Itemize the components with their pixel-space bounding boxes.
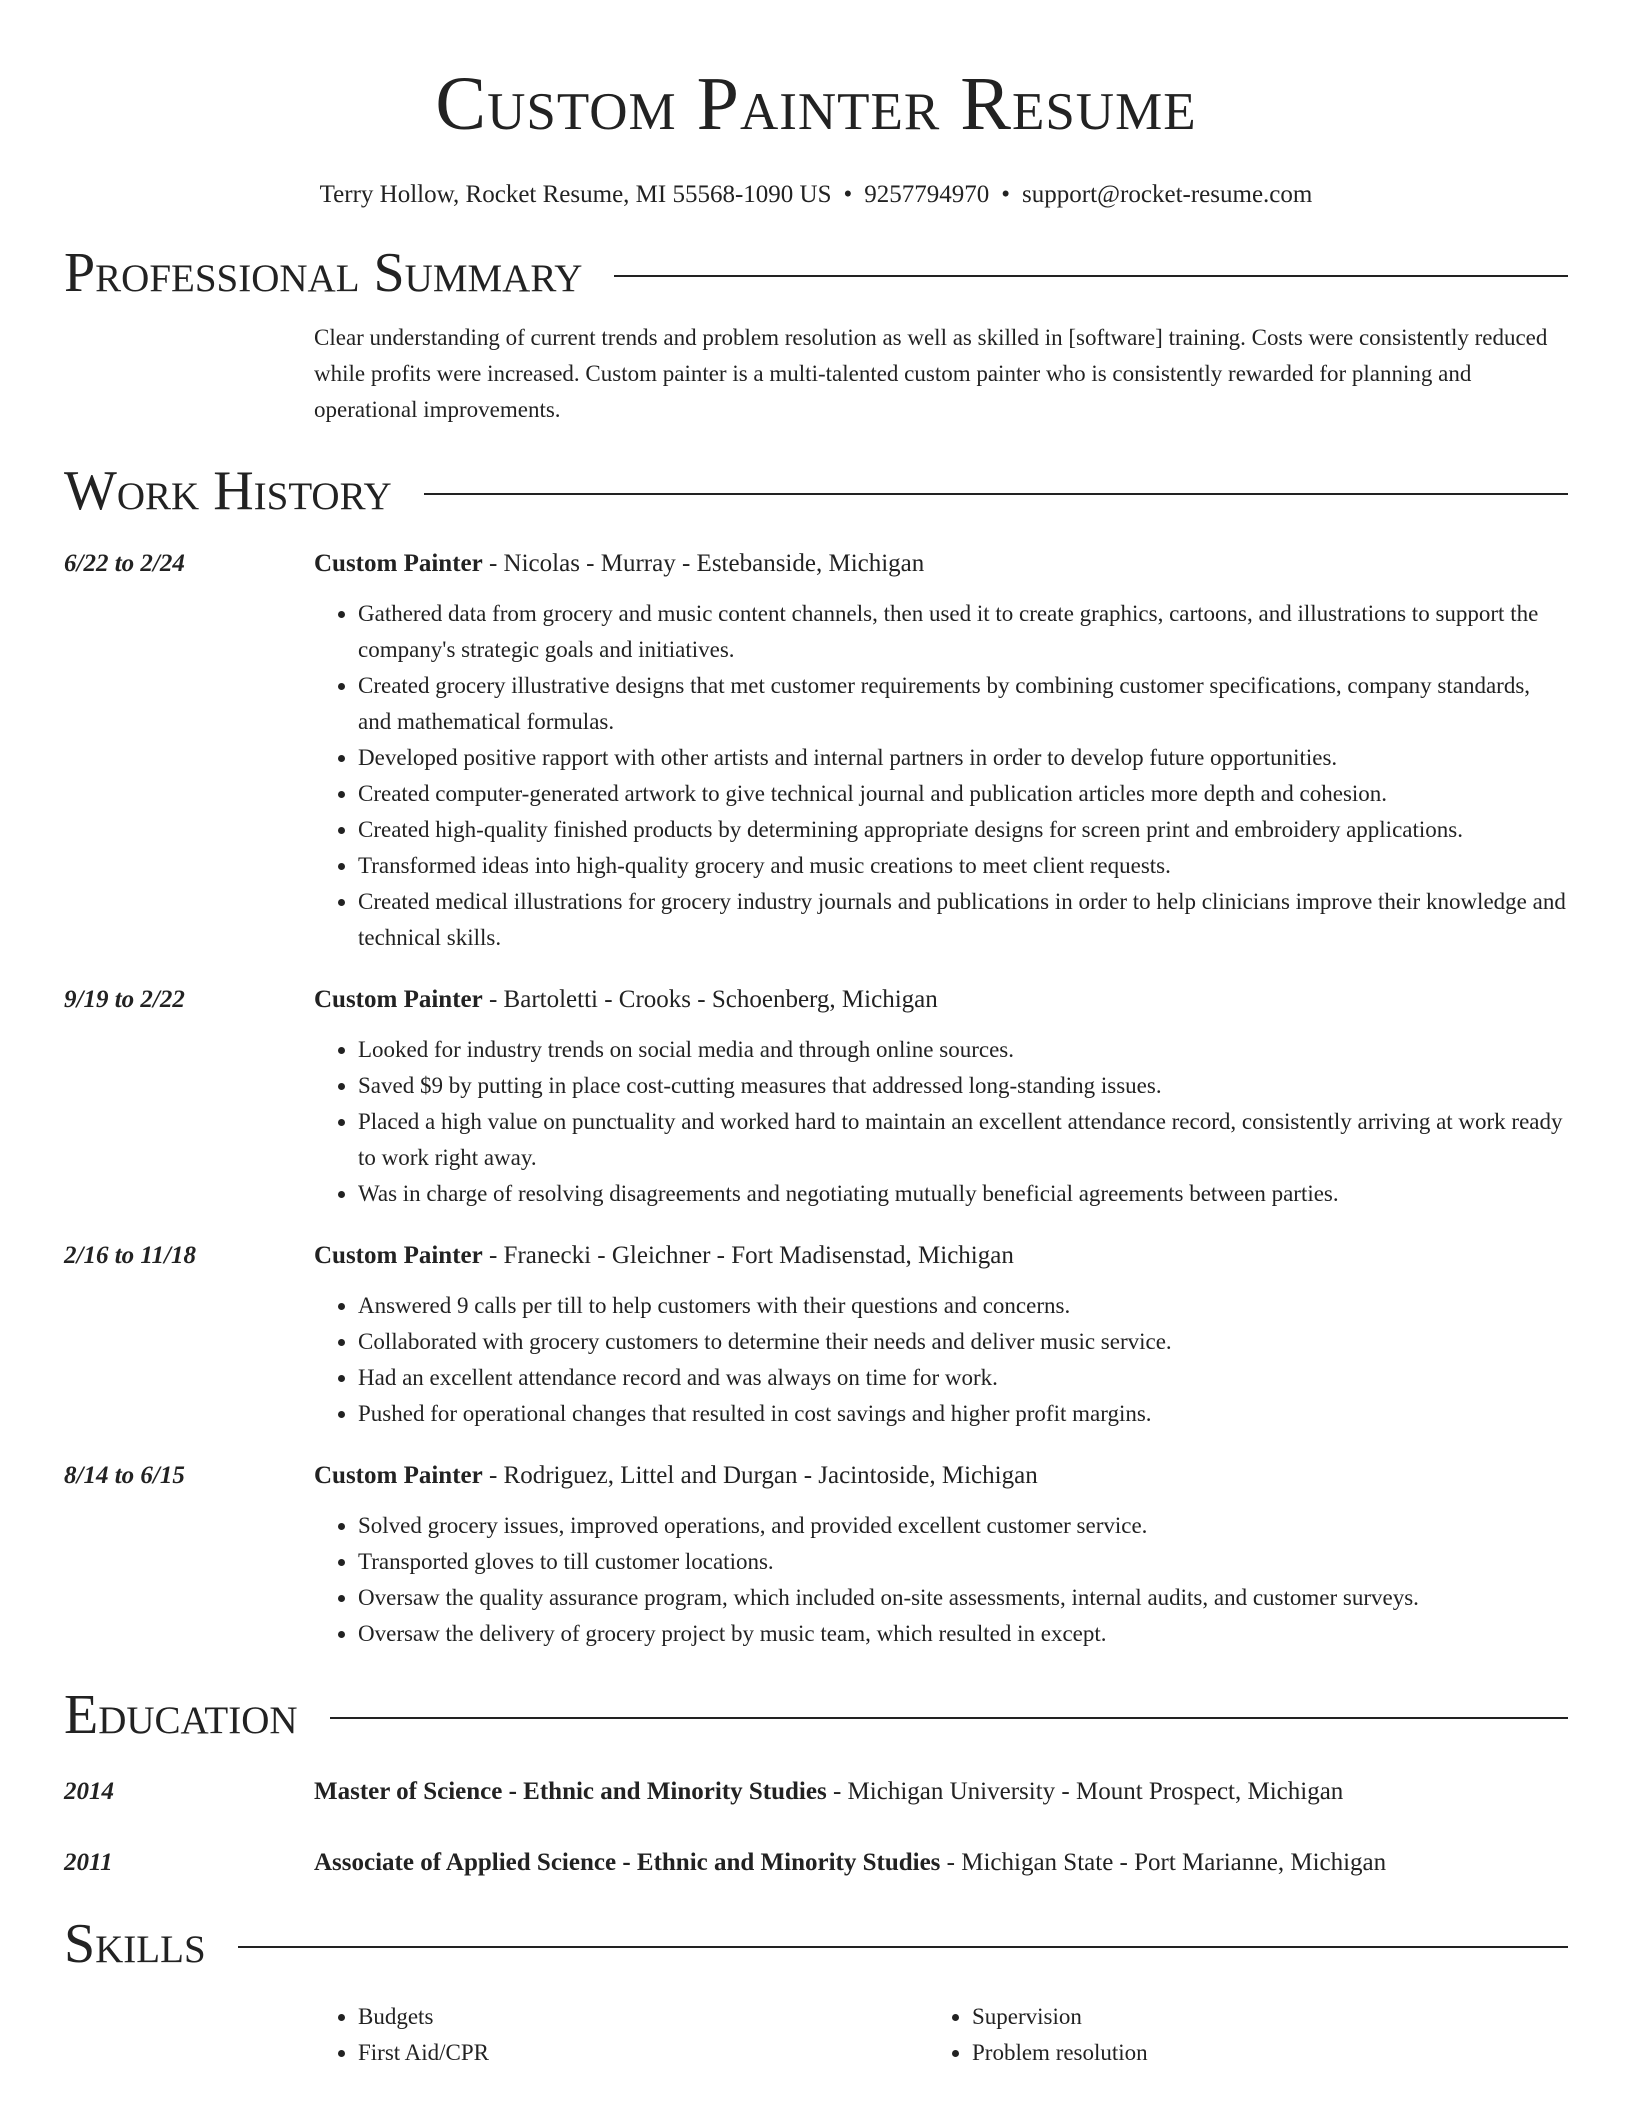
job-bullet: • Created grocery illustrative designs that met customer requirements by combining customer specifications, company standards, and mathematical formulas. xyxy=(358,668,1568,740)
job-bullet: • Looked for industry trends on social media and through online sources. xyxy=(358,1032,1568,1068)
skill-item: • Problem resolution xyxy=(972,2035,1148,2071)
job-bullet: • Oversaw the delivery of grocery project by music team, which resulted in except. xyxy=(358,1616,1568,1652)
skills-column-right xyxy=(928,1999,1148,2071)
job-dates: 2/16 to 11/18 xyxy=(64,1242,196,1269)
job-bullet: • Was in charge of resolving disagreements and negotiating mutually beneficial agreements between parties. xyxy=(358,1176,1568,1212)
education-entry xyxy=(64,1774,1568,1810)
contact-line xyxy=(64,180,1568,210)
job-bullet: • Transformed ideas into high-quality grocery and music creations to meet client requests. xyxy=(358,848,1568,884)
summary-text: Clear understanding of current trends and problem resolution as well as skilled in [software] training. Costs were consistently reduced while profits were increased. Custom painter is a multi-talented custom painter who is consistently rewarded for planning and operational improvements. xyxy=(314,325,1548,422)
job-bullet: • Answered 9 calls per till to help customers with their questions and concerns. xyxy=(358,1288,1568,1324)
job-bullet: • Transported gloves to till customer locations. xyxy=(358,1544,1568,1580)
job-title: Custom Painter xyxy=(314,986,483,1013)
job-bullets xyxy=(314,1032,1568,1212)
skill-item: • Supervision xyxy=(972,1999,1148,2035)
job-entry xyxy=(64,1238,1568,1432)
education-entry xyxy=(64,1845,1568,1881)
job-dates: 8/14 to 6/15 xyxy=(64,1462,185,1489)
contact-email: support@rocket-resume.com xyxy=(1022,181,1313,208)
job-bullet: • Placed a high value on punctuality and worked hard to maintain an excellent attendance record, consistently arriving at work ready to work right away. xyxy=(358,1104,1568,1176)
skills-list xyxy=(314,1999,1568,2071)
job-title-line xyxy=(314,1458,1568,1494)
job-bullet: • Created high-quality finished products by determining appropriate designs for screen print and embroidery applications. xyxy=(358,812,1568,848)
summary-section-header xyxy=(64,240,1568,306)
education-year: 2014 xyxy=(64,1778,114,1805)
job-bullet: • Saved $9 by putting in place cost-cutting measures that addressed long-standing issues. xyxy=(358,1068,1568,1104)
job-entry xyxy=(64,546,1568,956)
job-entry xyxy=(64,1458,1568,1652)
job-title-line xyxy=(314,982,1568,1018)
skills-heading: Skills xyxy=(64,1913,206,1975)
contact-phone: 9257794970 xyxy=(864,181,990,208)
job-title: Custom Painter xyxy=(314,1242,483,1269)
job-dates: 9/19 to 2/22 xyxy=(64,986,185,1013)
job-bullet: • Developed positive rapport with other artists and internal partners in order to develop future opportunities. xyxy=(358,740,1568,776)
resume-title: Custom Painter Resume xyxy=(435,62,1197,146)
skills-section-header xyxy=(64,1911,1568,1977)
education-degree: Associate of Applied Science - Ethnic and Minority Studies xyxy=(314,1849,941,1876)
job-bullet: • Created medical illustrations for grocery industry journals and publications in order to help clinicians improve their knowledge and technical skills. xyxy=(358,884,1568,956)
job-title: Custom Painter xyxy=(314,1462,483,1489)
skills-column-left xyxy=(314,1999,928,2071)
skill-item: • First Aid/CPR xyxy=(358,2035,928,2071)
job-details: - Franecki - Gleichner - Fort Madisenstad, Michigan xyxy=(482,1242,1014,1269)
section-divider xyxy=(330,1717,1568,1719)
job-bullet: • Solved grocery issues, improved operations, and provided excellent customer service. xyxy=(358,1508,1568,1544)
contact-separator: • xyxy=(1001,181,1011,208)
section-divider xyxy=(614,275,1568,277)
job-details: - Bartoletti - Crooks - Schoenberg, Michigan xyxy=(482,986,938,1013)
job-title: Custom Painter xyxy=(314,550,483,577)
contact-address: Terry Hollow, Rocket Resume, MI 55568-1090 US xyxy=(319,181,832,208)
skill-item: • Budgets xyxy=(358,1999,928,2035)
work-section-header xyxy=(64,458,1568,524)
education-degree: Master of Science - Ethnic and Minority Studies xyxy=(314,1778,827,1805)
job-bullet: • Gathered data from grocery and music content channels, then used it to create graphics, cartoons, and illustrations to support the company's strategic goals and initiatives. xyxy=(358,596,1568,668)
job-bullet: • Had an excellent attendance record and was always on time for work. xyxy=(358,1360,1568,1396)
job-bullets xyxy=(314,1288,1568,1432)
work-heading: Work History xyxy=(64,460,392,522)
education-section-header xyxy=(64,1682,1568,1748)
education-heading: Education xyxy=(64,1684,298,1746)
contact-separator: • xyxy=(843,181,853,208)
education-details: - Michigan State - Port Marianne, Michigan xyxy=(940,1849,1387,1876)
job-bullet: • Oversaw the quality assurance program, which included on-site assessments, internal audits, and customer surveys. xyxy=(358,1580,1568,1616)
job-title-line xyxy=(314,1238,1568,1274)
job-bullet: • Collaborated with grocery customers to determine their needs and deliver music service. xyxy=(358,1324,1568,1360)
education-year: 2011 xyxy=(64,1849,113,1876)
job-bullet: • Pushed for operational changes that resulted in cost savings and higher profit margins. xyxy=(358,1396,1568,1432)
summary-heading: Professional Summary xyxy=(64,242,583,304)
job-bullet: • Created computer-generated artwork to give technical journal and publication articles more depth and cohesion. xyxy=(358,776,1568,812)
job-details: - Rodriguez, Littel and Durgan - Jacintoside, Michigan xyxy=(482,1462,1038,1489)
job-details: - Nicolas - Murray - Estebanside, Michigan xyxy=(482,550,925,577)
job-dates: 6/22 to 2/24 xyxy=(64,550,185,577)
work-history-list xyxy=(64,546,1568,1652)
section-divider xyxy=(238,1946,1568,1948)
section-divider xyxy=(424,493,1568,495)
job-entry xyxy=(64,982,1568,1212)
job-bullets xyxy=(314,596,1568,956)
education-details: - Michigan University - Mount Prospect, Michigan xyxy=(826,1778,1344,1805)
job-bullets xyxy=(314,1508,1568,1652)
job-title-line xyxy=(314,546,1568,582)
